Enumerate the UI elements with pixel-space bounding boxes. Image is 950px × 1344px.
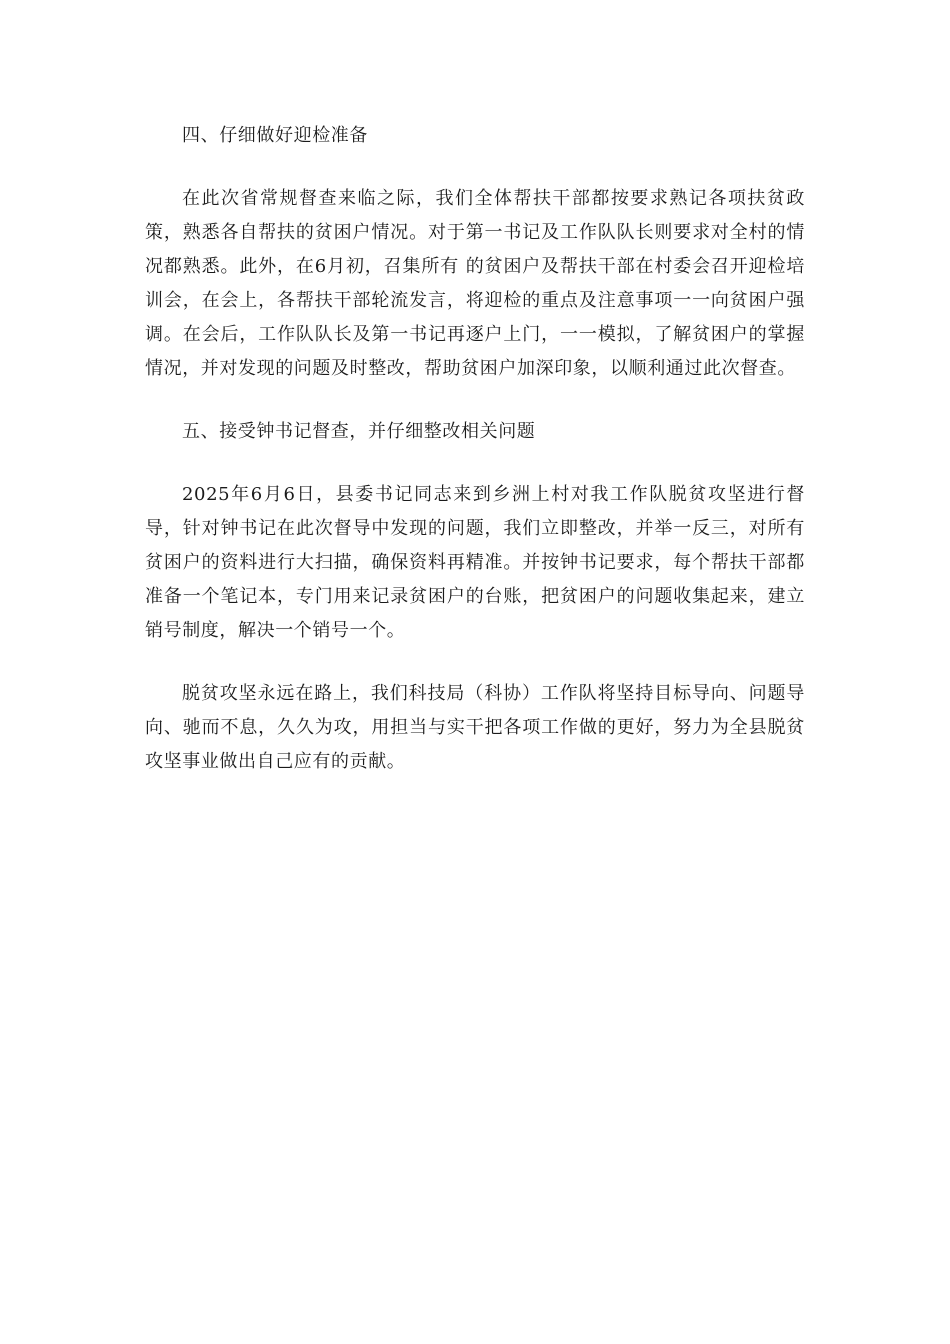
section-paragraph-5: 2025年6月6日，县委书记同志来到乡洲上村对我工作队脱贫攻坚进行督导，针对钟书记在此次督导中发现的问题，我们立即整改，并举一反三，对所有贫困户的资料进行大扫描，确保资料再精准。并按钟书记要求，每个帮扶干部都准备一个笔记本，专门用来记录贫困户的台账，把贫困户的问题收集起来，建立销号制度，解决一个销号一个。 [145,484,805,641]
spacer [145,153,805,182]
section-heading-4: 四、仔细做好迎检准备 [182,125,368,146]
spacer [145,386,805,415]
section-paragraph-4: 在此次省常规督查来临之际，我们全体帮扶干部都按要求熟记各项扶贫政策，熟悉各自帮扶的贫困户情况。对于第一书记及工作队队长则要求对全村的情况都熟悉。此外，在6月初，召集所有 的贫困户及帮扶干部在村委会召开迎检培训会，在会上，各帮扶干部轮流发言，将迎检的重点及注意事项一一向贫困户强调。在会后，工作队队长及第一书记再逐户上门，一一模拟，了解贫困户的掌握情况，并对发现的问题及时整改，帮助贫困户加深印象，以顺利通过此次督查。 [145,188,805,379]
document-body [145,119,805,779]
spacer [145,648,805,677]
spacer [145,449,805,478]
section-heading-5: 五、接受钟书记督查，并仔细整改相关问题 [182,421,536,442]
closing-paragraph: 脱贫攻坚永远在路上，我们科技局（科协）工作队将坚持目标导向、问题导向、驰而不息，久久为攻，用担当与实干把各项工作做的更好，努力为全县脱贫攻坚事业做出自己应有的贡献。 [145,683,805,772]
